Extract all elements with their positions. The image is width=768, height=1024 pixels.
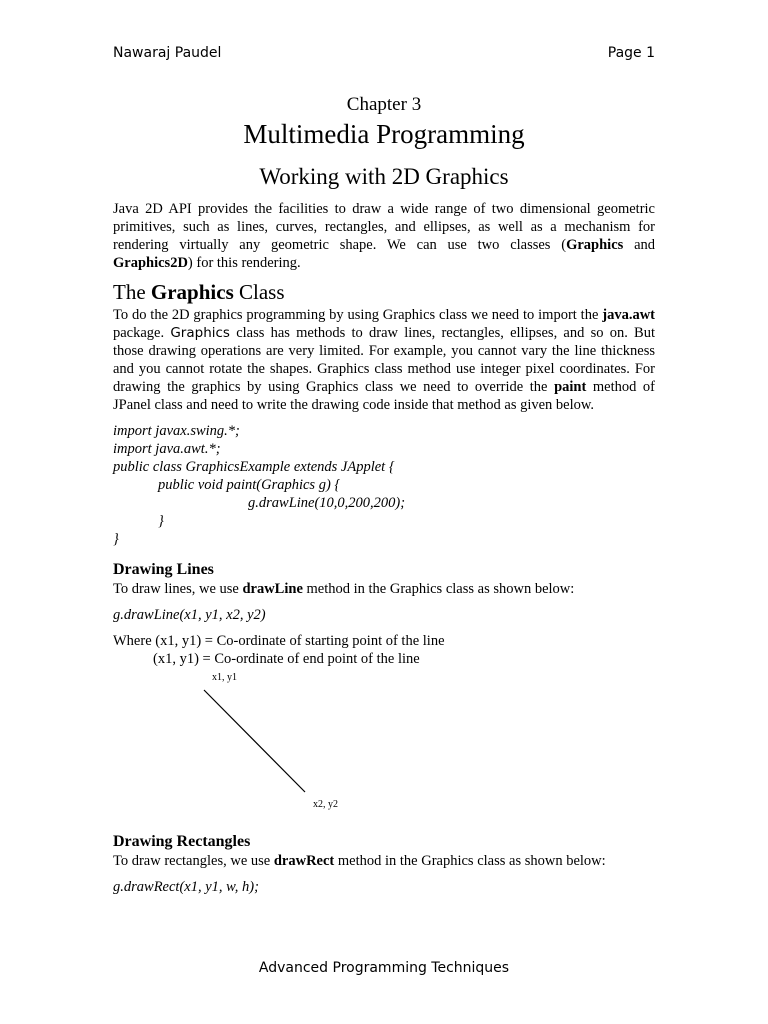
graphics-text-1: To do the 2D graphics programming by using Graphics class we need to import the [113, 307, 603, 323]
line-diagram [113, 668, 655, 828]
code-block [113, 422, 655, 548]
code-line: public class GraphicsExample extends JApplet { [113, 459, 395, 475]
page-title: Multimedia Programming [243, 119, 525, 149]
code-line: import java.awt.*; [113, 441, 221, 457]
chapter-label: Chapter 3 [346, 94, 422, 115]
header-page-number: Page 1 [607, 45, 655, 61]
code-line: } [113, 531, 119, 547]
graphics-text-3: class has methods to draw lines, rectangles, ellipses, and so on. But those drawing operations are very limited. For example, you cannot vary the line thickness and you cannot rotate the shapes. Graphics class method use integer pixel coordinates. For drawing the graphics by using Graphics class we need to override the [113, 325, 655, 395]
where-end: (x1, y1) = Co-ordinate of end point of the line [153, 651, 420, 667]
drawing-lines-heading: Drawing Lines [113, 561, 214, 578]
code-line: public void paint(Graphics g) { [158, 477, 341, 493]
graphics-paint: paint [554, 379, 587, 395]
graphics-class-heading [113, 278, 655, 306]
graphics-text-4: method of JPanel class and need to write the drawing code inside that method as given below. [113, 379, 655, 413]
start-point-label: x1, y1 [212, 672, 237, 683]
line-diagram-svg [113, 668, 655, 828]
where-block [113, 632, 655, 668]
where-start: Where (x1, y1) = Co-ordinate of starting point of the line [113, 633, 445, 649]
intro-paragraph [113, 200, 655, 272]
drawing-rectangles-heading: Drawing Rectangles [113, 833, 251, 850]
footer: Advanced Programming Techniques [258, 960, 510, 976]
code-line: import javax.swing.*; [113, 423, 240, 439]
graphics-class-name: Graphics [170, 325, 230, 341]
graphics-paragraph [113, 306, 655, 414]
intro-text-1: Java 2D API provides the facilities to draw a wide range of two dimensional geometric primitives, such as lines, curves, rectangles, and ellipses, as well as a mechanism for rendering virtually any geometric shape. We can use two classes ( [113, 201, 655, 253]
intro-text-2: and [623, 237, 656, 253]
intro-graphics-bold: Graphics [566, 237, 624, 253]
intro-text-3: ) for this rendering. [187, 255, 301, 271]
heading-graphics: Graphics [150, 280, 234, 304]
diagram-line [204, 690, 305, 792]
end-point-label: x2, y2 [313, 799, 338, 810]
rect-text-2: method in the Graphics class as shown below: [334, 853, 606, 869]
header-author: Nawaraj Paudel [113, 45, 222, 61]
drawing-rectangles-paragraph [113, 852, 655, 870]
drawing-lines-paragraph [113, 580, 655, 598]
drawline-formula: g.drawLine(x1, y1, x2, y2) [113, 607, 266, 623]
heading-the: The [113, 280, 151, 304]
drawrect-formula: g.drawRect(x1, y1, w, h); [113, 879, 259, 895]
rect-drawrect: drawRect [273, 853, 335, 869]
code-line: } [158, 513, 164, 529]
rect-text-1: To draw rectangles, we use [113, 853, 274, 869]
section-title: Working with 2D Graphics [259, 164, 509, 189]
code-line: g.drawLine(10,0,200,200); [248, 495, 406, 511]
graphics-java-awt: java.awt [602, 307, 655, 323]
lines-drawline: drawLine [242, 581, 303, 597]
lines-text-1: To draw lines, we use [113, 581, 243, 597]
graphics-text-2: package. [113, 325, 171, 341]
heading-class: Class [233, 280, 285, 304]
intro-graphics2d-bold: Graphics2D [113, 255, 188, 271]
lines-text-2: method in the Graphics class as shown below: [302, 581, 575, 597]
page-content [113, 92, 655, 896]
